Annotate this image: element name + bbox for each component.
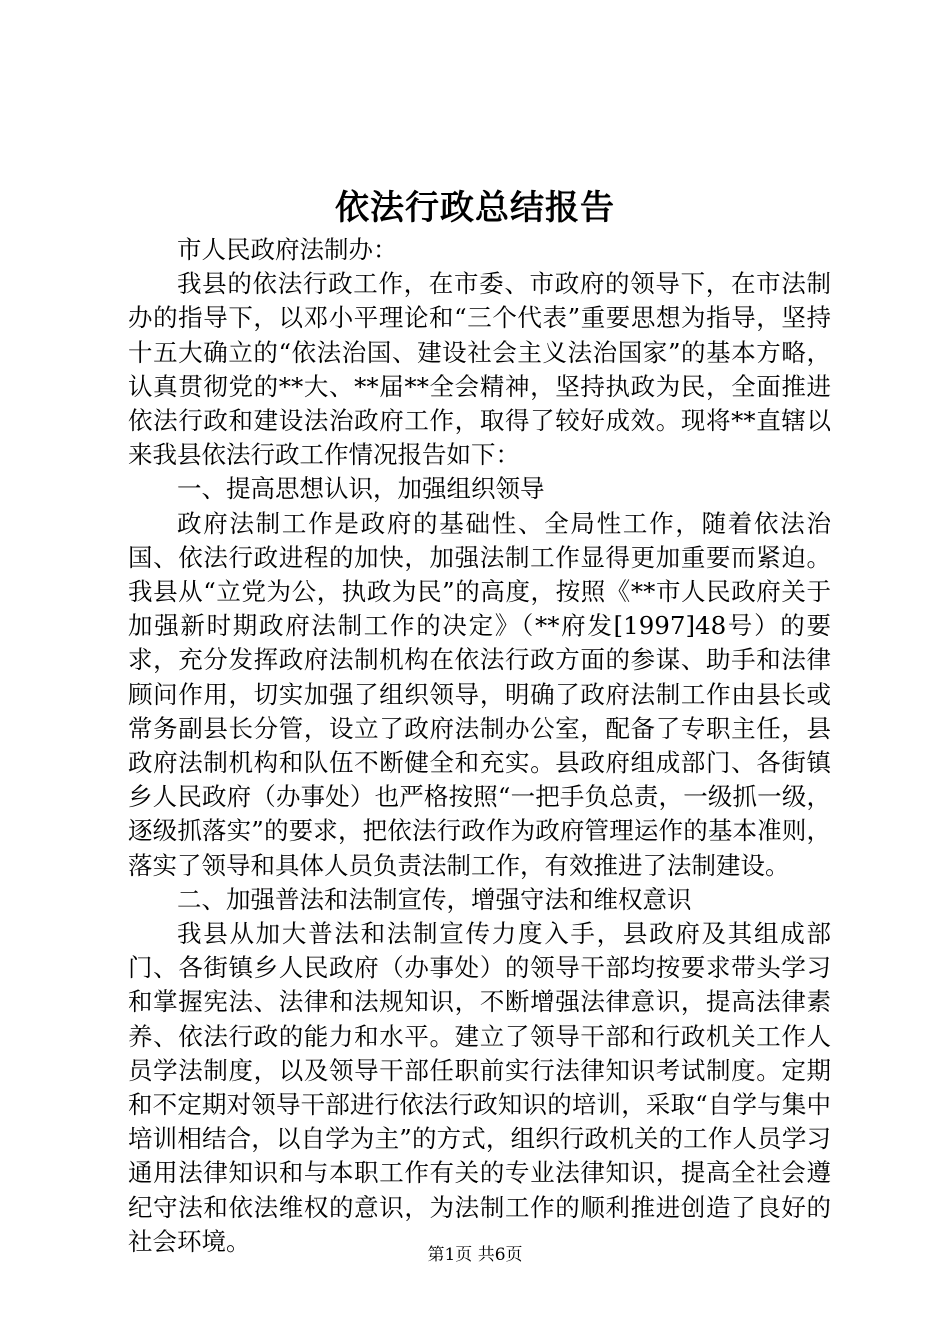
document-body bbox=[128, 233, 831, 1259]
page-footer: 第1页 共6页 bbox=[427, 1245, 523, 1265]
section-heading-1: 一、提高思想认识，加强组织领导 bbox=[177, 474, 545, 504]
section-2-paragraph: 我县从加大普法和法制宣传力度入手，县政府及其组成部门、各街镇乡人民政府（办事处）的领导干部均按要求带头学习和掌握宪法、法律和法规知识，不断增强法律意识，提高法律素养、依法行政的能力和水平。建立了领导干部和行政机关工作人员学法制度，以及领导干部任职前实行法律知识考试制度。定期和不定期对领导干部进行依法行政知识的培训，采取“自学与集中培训相结合，以自学为主”的方式，组织行政机关的工作人员学习通用法律知识和与本职工作有关的专业法律知识，提高全社会遵纪守法和依法维权的意识，为法制工作的顺利推进创造了良好的社会环境。 bbox=[128, 919, 831, 1256]
salutation: 市人民政府法制办： bbox=[177, 235, 398, 264]
document-title: 依法行政总结报告 bbox=[335, 188, 615, 228]
section-1-paragraph: 政府法制工作是政府的基础性、全局性工作，随着依法治国、依法行政进程的加快，加强法制工作显得更加重要而紧迫。我县从“立党为公，执政为民”的高度，按照《**市人民政府关于加强新时期政府法制工作的决定》（**府发[1997]48号）的要求，充分发挥政府法制机构在依法行政方面的参谋、助手和法律顾问作用，切实加强了组织领导，明确了政府法制工作由县长或常务副县长分管，设立了政府法制办公室，配备了专职主任，县政府法制机构和队伍不断健全和充实。县政府组成部门、各街镇乡人民政府（办事处）也严格按照“一把手负总责，一级抓一级，逐级抓落实”的要求，把依法行政作为政府管理运作的基本准则，落实了领导和具体人员负责法制工作，有效推进了法制建设。 bbox=[128, 508, 831, 880]
section-heading-2: 二、加强普法和法制宣传，增强守法和维权意识 bbox=[177, 884, 692, 914]
intro-paragraph: 我县的依法行政工作，在市委、市政府的领导下，在市法制办的指导下，以邓小平理论和“三个代表”重要思想为指导，坚持十五大确立的“依法治国、建设社会主义法治国家”的基本方略，认真贯彻党的**大、**届**全会精神，坚持执政为民，全面推进依法行政和建设法治政府工作，取得了较好成效。现将**直辖以来我县依法行政工作情况报告如下： bbox=[128, 269, 831, 470]
